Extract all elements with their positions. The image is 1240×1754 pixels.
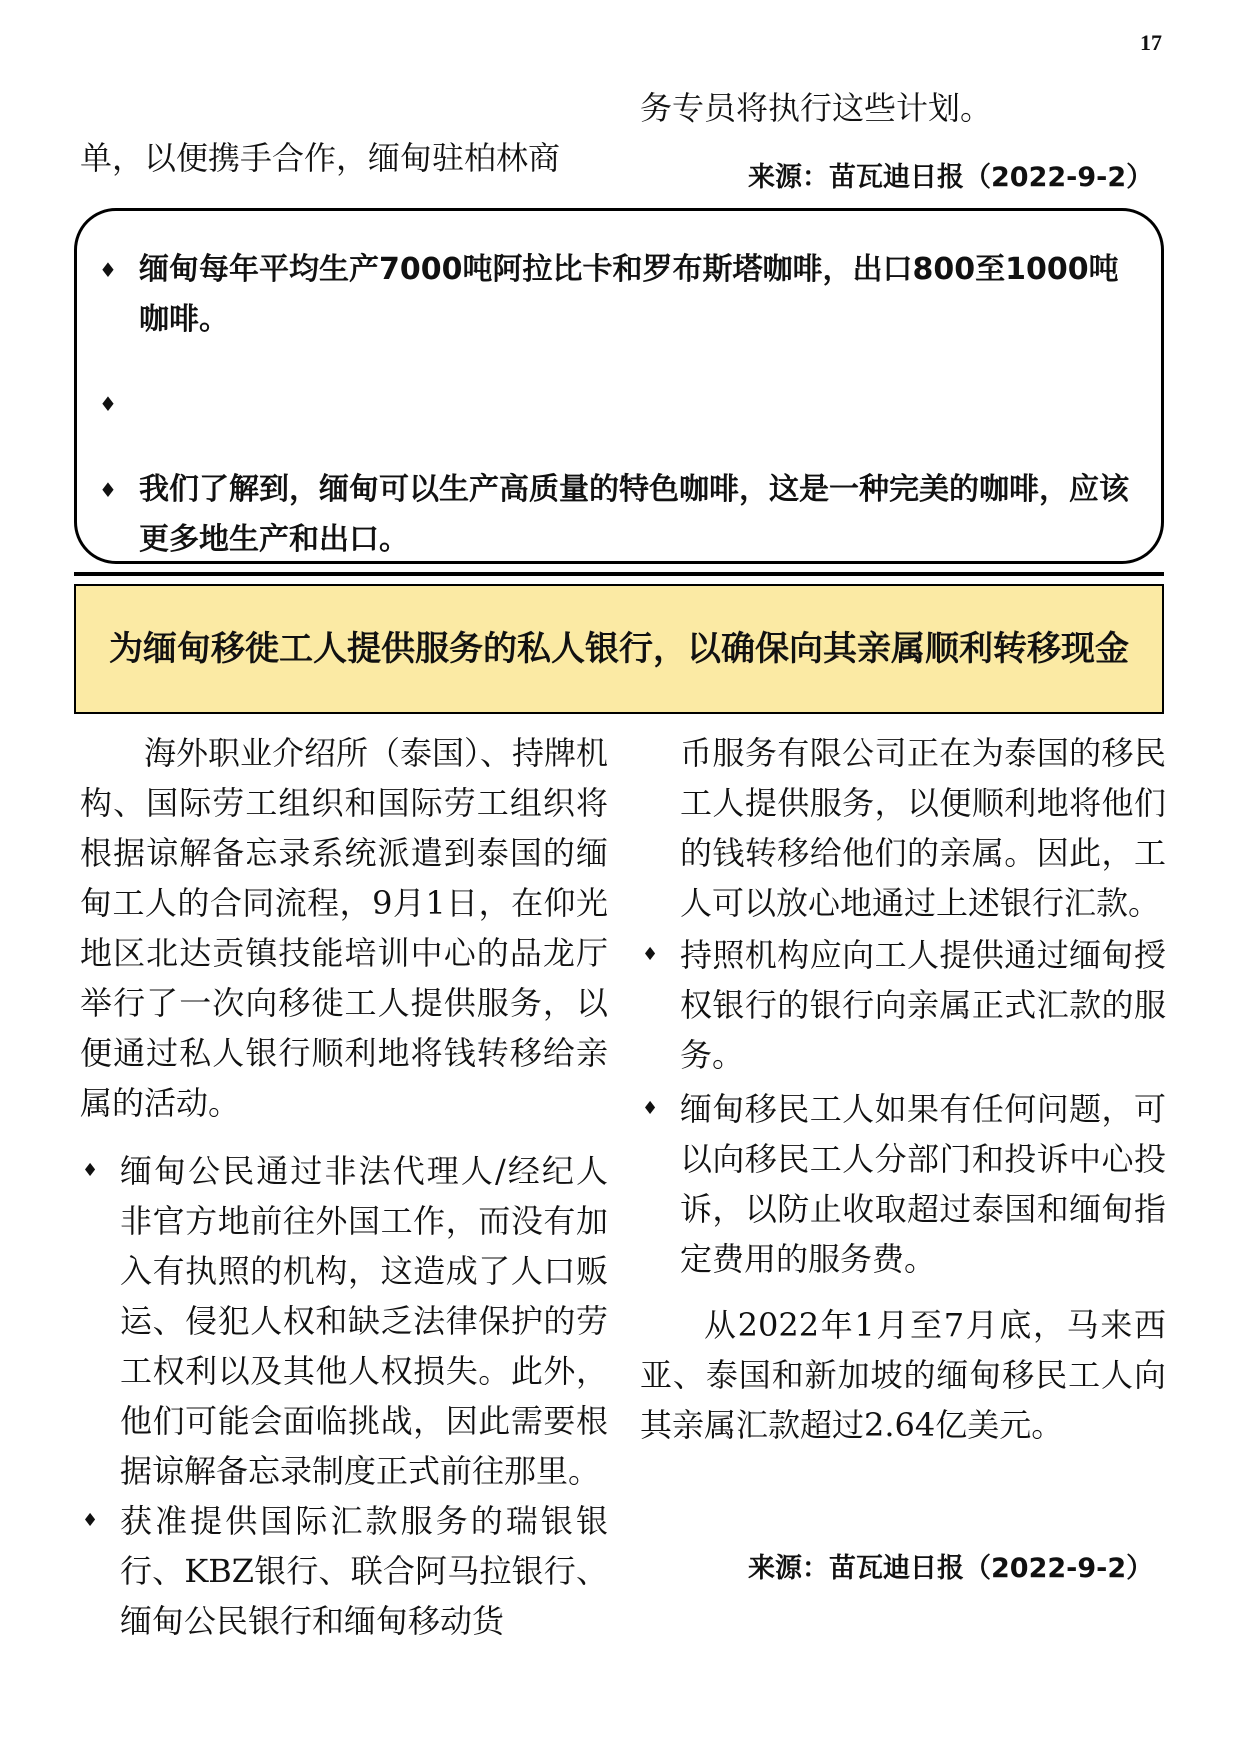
- article-bullet-text: 缅甸公民通过非法代理人/经纪人非官方地前往外国工作，而没有加入有执照的机构，这造成了人口贩运、侵犯人权和缺乏法律保护的劳工权利以及其他人权损失。此外，他们可能会面临挑战，因此需要根据谅解备忘录制度正式前往那里。: [120, 1152, 608, 1490]
- callout-item: [99, 465, 1139, 565]
- diamond-bullet-icon: ♦: [82, 1160, 99, 1181]
- article-bullet: [640, 1084, 1166, 1284]
- article-title: 为缅甸移徙工人提供服务的私人银行，以确保向其亲属顺利转移现金: [74, 584, 1164, 714]
- diamond-bullet-icon: ♦: [642, 944, 659, 965]
- article-bullet: [640, 930, 1166, 1080]
- article-bullet-text: 持照机构应向工人提供通过缅甸授权银行的银行向亲属正式汇款的服务。: [680, 936, 1166, 1074]
- source-citation-bottom: 来源：苗瓦迪日报（2022-9-2）: [748, 1553, 1154, 1584]
- section-divider: [74, 572, 1164, 576]
- diamond-bullet-icon: ♦: [642, 1098, 659, 1119]
- callout-item: [99, 245, 1139, 345]
- previous-article-fragment: 单，以便携手合作，缅甸驻柏林商: [80, 139, 561, 177]
- callout-item-text: 我们了解到，缅甸可以生产高质量的特色咖啡，这是一种完美的咖啡，应该更多地生产和出口。: [139, 472, 1129, 557]
- source-citation-top: 来源：苗瓦迪日报（2022-9-2）: [748, 162, 1154, 193]
- article-closing-paragraph: 从2022年1月至7月底，马来西亚、泰国和新加坡的缅甸移民工人向其亲属汇款超过2.64亿美元。: [640, 1306, 1166, 1444]
- article-left-column: [80, 728, 608, 1646]
- diamond-bullet-icon: ♦: [82, 1510, 99, 1531]
- diamond-bullet-icon: ♦: [99, 392, 117, 416]
- article-bullet-text: 获准提供国际汇款服务的瑞银银行、KBZ银行、联合阿马拉银行、缅甸公民银行和缅甸移动货: [120, 1502, 608, 1640]
- article-bullet: [80, 1496, 608, 1646]
- diamond-bullet-icon: ♦: [99, 478, 117, 502]
- callout-item: [99, 379, 1139, 429]
- callout-item-text: 缅甸每年平均生产7000吨阿拉比卡和罗布斯塔咖啡，出口800至1000吨咖啡。: [139, 252, 1119, 337]
- article-intro-paragraph: 海外职业介绍所（泰国）、持牌机构、国际劳工组织和国际劳工组织将根据谅解备忘录系统派遣到泰国的缅甸工人的合同流程，9月1日，在仰光地区北达贡镇技能培训中心的品龙厅举行了一次向移徙工人提供服务，以便通过私人银行顺利地将钱转移给亲属的活动。: [80, 734, 609, 1122]
- coffee-facts-callout: [74, 208, 1164, 564]
- page-number: 17: [1140, 30, 1162, 55]
- diamond-bullet-icon: ♦: [99, 258, 117, 282]
- article-bullet: [80, 1146, 608, 1496]
- previous-article-ending: 务专员将执行这些计划。: [640, 89, 993, 127]
- article-continuation-text: 币服务有限公司正在为泰国的移民工人提供服务，以便顺利地将他们的钱转移给他们的亲属。因此，工人可以放心地通过上述银行汇款。: [680, 734, 1166, 922]
- article-bullet-text: 缅甸移民工人如果有任何问题，可以向移民工人分部门和投诉中心投诉，以防止收取超过泰国和缅甸指定费用的服务费。: [680, 1090, 1166, 1278]
- article-right-column: [640, 728, 1166, 1450]
